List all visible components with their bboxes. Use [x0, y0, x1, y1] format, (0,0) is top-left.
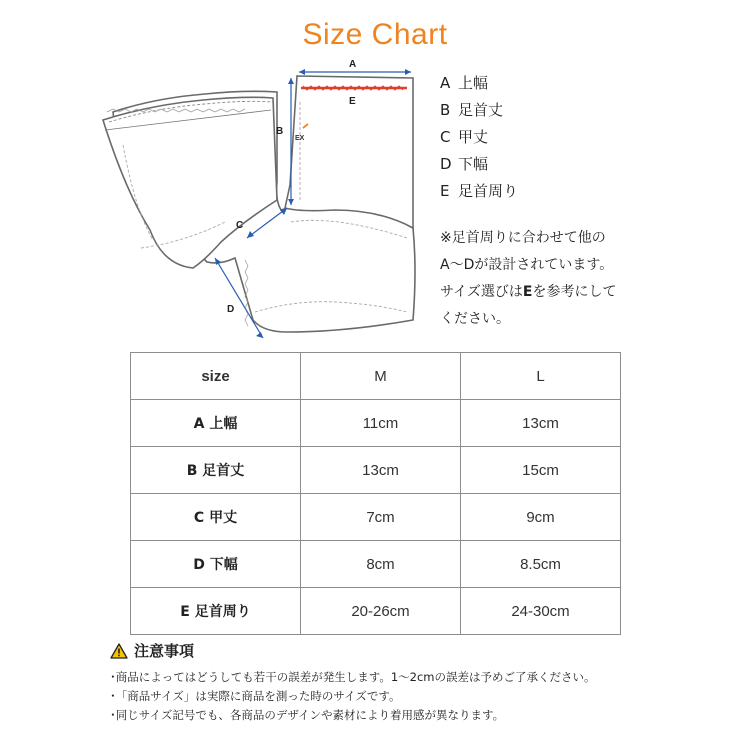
row-label: E 足首周り	[131, 588, 301, 635]
legend-key: D	[440, 155, 452, 173]
legend-label: 下幅	[458, 155, 489, 173]
note-line: ください。	[440, 311, 510, 327]
legend-key: A	[440, 74, 451, 92]
table-cell: 20-26cm	[301, 588, 461, 635]
warning-icon	[110, 643, 128, 659]
caution-section	[110, 640, 730, 725]
table-row	[131, 541, 621, 588]
table-cell: 13cm	[461, 400, 621, 447]
caution-item: ･「商品サイズ」は実際に商品を測った時のサイズです。	[110, 689, 401, 703]
page-title: Size Chart	[302, 18, 448, 51]
arrowhead	[288, 78, 294, 84]
table-row	[131, 588, 621, 635]
legend-label: 上幅	[458, 74, 489, 92]
row-label: A 上幅	[131, 400, 301, 447]
table-cell: 7cm	[301, 494, 461, 541]
legend-item-c	[440, 124, 740, 151]
table-cell: 8cm	[301, 541, 461, 588]
label-e: E	[349, 96, 356, 107]
label-d: D	[227, 304, 235, 315]
legend-item-d	[440, 151, 740, 178]
column-header-m: M	[301, 353, 461, 400]
table-row	[131, 447, 621, 494]
caution-item: ･同じサイズ記号でも、各商品のデザインや素材により着用感が異なります。	[110, 708, 505, 722]
legend-label: 足首周り	[458, 182, 519, 200]
row-label: D 下幅	[131, 541, 301, 588]
table-row	[131, 494, 621, 541]
note-text: サイズ選びは	[440, 284, 523, 300]
legend-key: C	[440, 128, 451, 146]
table-cell: 8.5cm	[461, 541, 621, 588]
legend-label: 足首丈	[458, 101, 504, 119]
legend-item-b	[440, 97, 740, 124]
label-b: B	[276, 126, 284, 137]
table-header-row	[131, 353, 621, 400]
table-cell: 15cm	[461, 447, 621, 494]
legend-key: E	[440, 182, 450, 200]
note-text: を参考にして	[532, 284, 617, 300]
table-cell: 24-30cm	[461, 588, 621, 635]
table-corner-header: size	[131, 353, 301, 400]
caution-title: 注意事項	[134, 642, 195, 660]
label-a: A	[349, 59, 357, 70]
legend-label: 甲丈	[458, 128, 489, 146]
caution-heading	[110, 640, 730, 662]
row-label: C 甲丈	[131, 494, 301, 541]
ankle-support-illustration	[95, 50, 435, 350]
size-table	[130, 352, 621, 635]
table-cell: 13cm	[301, 447, 461, 494]
arrowhead	[405, 69, 411, 75]
label-c: C	[236, 220, 244, 231]
note-line	[440, 279, 740, 306]
note-line: A〜Dが設計されています。	[440, 257, 614, 273]
table-row	[131, 400, 621, 447]
table-cell: 11cm	[301, 400, 461, 447]
product-diagram	[95, 50, 435, 350]
caution-list	[110, 668, 730, 725]
legend-key: B	[440, 101, 451, 119]
measurement-legend	[440, 70, 740, 333]
legend-item-a	[440, 70, 740, 97]
column-header-l: L	[461, 353, 621, 400]
caution-item: ･商品によってはどうしても若干の誤差が発生します。1〜2cmの誤差は予めご了承ください。	[110, 670, 596, 684]
note-line: ※足首周りに合わせて他の	[440, 230, 606, 246]
table-cell: 9cm	[461, 494, 621, 541]
note-emphasis: E	[522, 284, 533, 300]
sizing-note	[440, 225, 740, 333]
logo-text: EX	[295, 135, 305, 142]
legend-item-e	[440, 178, 740, 205]
row-label: B 足首丈	[131, 447, 301, 494]
arrowhead	[299, 69, 305, 75]
